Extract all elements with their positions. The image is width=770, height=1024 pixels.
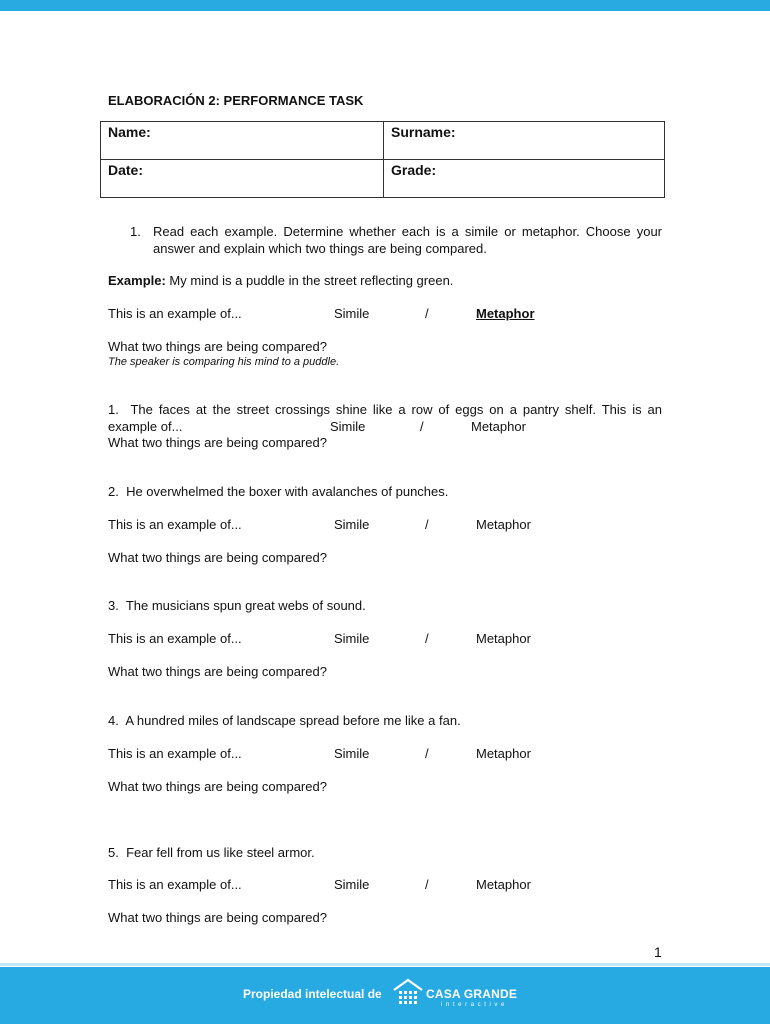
footer-divider	[0, 963, 770, 966]
question-4-option-metaphor[interactable]: Metaphor	[476, 746, 531, 761]
example-text: My mind is a puddle in the street reflecting green.	[165, 273, 454, 288]
instructions-text: Read each example. Determine whether each is a simile or metaphor. Choose your answer and explain which two things are being compared.	[153, 224, 662, 256]
question-2-prompt: What two things are being compared?	[108, 550, 327, 565]
footer-bar	[0, 967, 770, 1024]
example-label: Example:	[108, 273, 166, 288]
example-question: What two things are being compared?	[108, 339, 327, 354]
question-2-option-simile[interactable]: Simile	[334, 517, 370, 532]
question-2-separator: /	[425, 517, 429, 532]
question-5-number: 5.	[108, 845, 119, 860]
question-3-separator: /	[425, 631, 429, 646]
question-1-prompt: What two things are being compared?	[108, 435, 327, 450]
document-title: ELABORACIÓN 2: PERFORMANCE TASK	[108, 93, 364, 108]
example-prompt: This is an example of...	[108, 306, 242, 321]
surname-field[interactable]: Surname:	[384, 122, 665, 160]
question-1-separator: /	[420, 419, 424, 434]
question-1-sentence: The faces at the street crossings shine like a row of eggs on a pantry shelf. This is an example of...	[108, 402, 662, 434]
student-info-table	[100, 121, 665, 198]
question-5-option-metaphor[interactable]: Metaphor	[476, 877, 531, 892]
casa-grande-logo-icon	[393, 977, 423, 1009]
question-3-number: 3.	[108, 598, 119, 613]
question-4-example-prompt: This is an example of...	[108, 746, 242, 761]
question-4-prompt: What two things are being compared?	[108, 779, 327, 794]
question-3-prompt: What two things are being compared?	[108, 664, 327, 679]
question-4	[108, 713, 461, 728]
footer-brand: CASA GRANDE	[426, 987, 518, 1001]
name-field[interactable]: Name:	[101, 122, 384, 160]
question-1-option-simile[interactable]: Simile	[330, 419, 366, 434]
example-answer: The speaker is comparing his mind to a puddle.	[108, 356, 340, 368]
question-4-option-simile[interactable]: Simile	[334, 746, 370, 761]
question-5-sentence: Fear fell from us like steel armor.	[126, 845, 315, 860]
question-4-sentence: A hundred miles of landscape spread before me like a fan.	[125, 713, 461, 728]
footer-text: Propiedad intelectual de	[243, 987, 382, 1001]
question-3	[108, 598, 366, 613]
top-accent-bar	[0, 0, 770, 11]
question-5-example-prompt: This is an example of...	[108, 877, 242, 892]
question-1	[108, 402, 662, 435]
question-5-prompt: What two things are being compared?	[108, 910, 327, 925]
example-option-simile[interactable]: Simile	[334, 306, 370, 321]
example-sentence	[108, 273, 453, 288]
example-option-metaphor[interactable]: Metaphor	[476, 306, 535, 321]
date-field[interactable]: Date:	[101, 160, 384, 198]
grade-field[interactable]: Grade:	[384, 160, 665, 198]
footer-brand-sub: interactive	[441, 1002, 508, 1008]
instructions-number: 1.	[130, 224, 141, 239]
page-number: 1	[654, 944, 662, 960]
question-3-sentence: The musicians spun great webs of sound.	[125, 598, 366, 613]
question-2-sentence: He overwhelmed the boxer with avalanches of punches.	[126, 484, 449, 499]
question-3-option-metaphor[interactable]: Metaphor	[476, 631, 531, 646]
question-4-separator: /	[425, 746, 429, 761]
example-separator: /	[425, 306, 429, 321]
question-3-option-simile[interactable]: Simile	[334, 631, 370, 646]
question-5-option-simile[interactable]: Simile	[334, 877, 370, 892]
question-3-example-prompt: This is an example of...	[108, 631, 242, 646]
question-5	[108, 845, 315, 860]
question-4-number: 4.	[108, 713, 119, 728]
question-1-number: 1.	[108, 402, 119, 417]
question-1-option-metaphor[interactable]: Metaphor	[471, 419, 526, 434]
question-5-separator: /	[425, 877, 429, 892]
question-2	[108, 484, 448, 499]
question-2-number: 2.	[108, 484, 119, 499]
question-2-option-metaphor[interactable]: Metaphor	[476, 517, 531, 532]
question-2-example-prompt: This is an example of...	[108, 517, 242, 532]
